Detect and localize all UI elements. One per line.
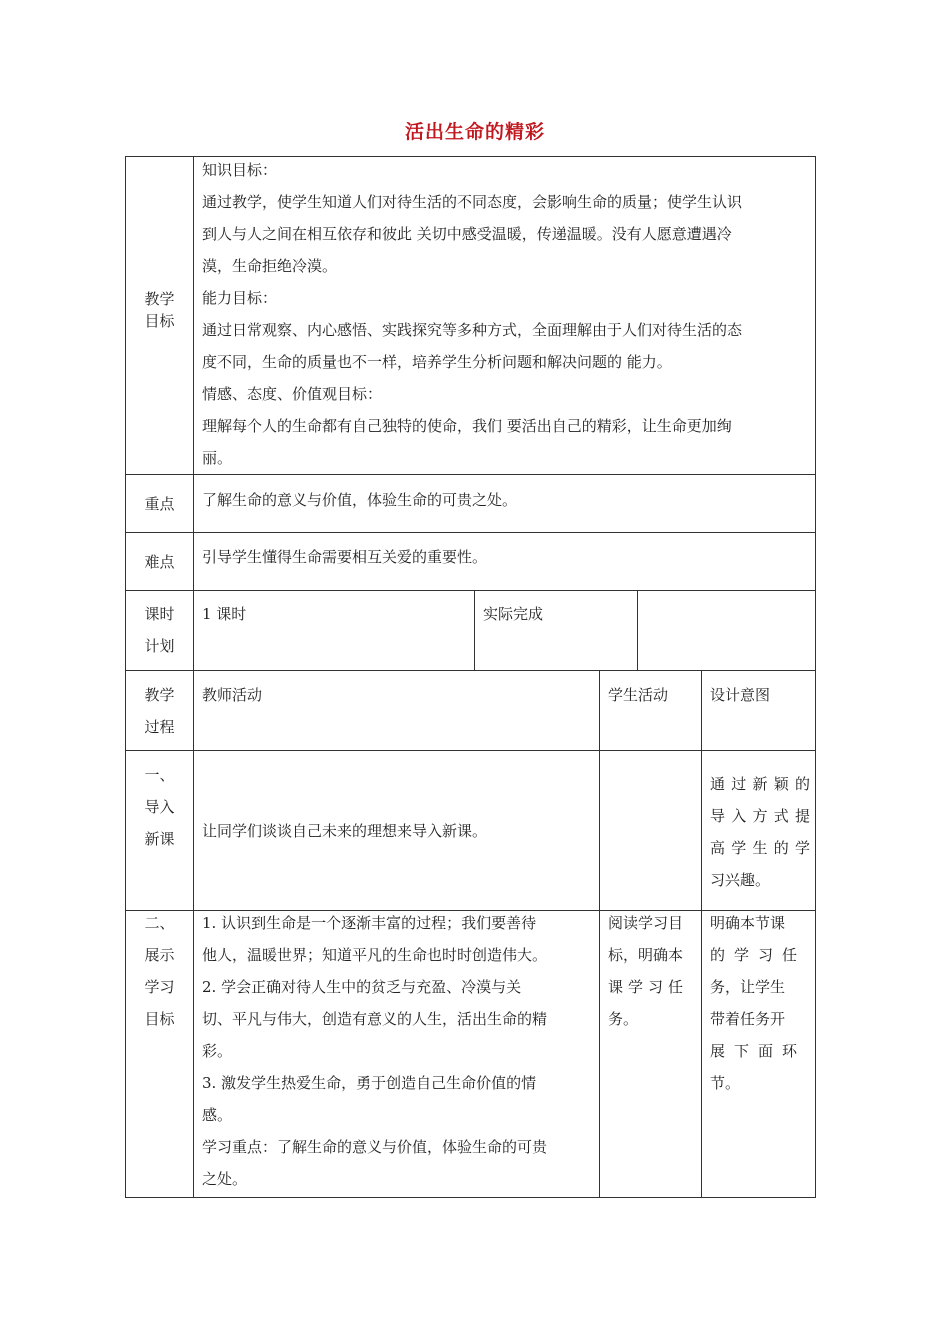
table-rule xyxy=(815,156,816,1198)
student-activity-header: 学生活动 xyxy=(608,686,669,704)
table-rule xyxy=(193,156,194,1198)
table-rule xyxy=(637,590,638,670)
step-teacher-activity: 让同学们谈谈自己未来的理想来导入新课。 xyxy=(202,822,488,840)
ability-line: 度不同，生命的质量也不一样，培养学生分析问题和解决问题的 能力。 xyxy=(202,353,672,371)
step-teacher-activity: 1. 认识到生命是一个逐渐丰富的过程；我们要善待 他人，温暖世界；知道平凡的生命也时时创造伟大。 2. 学会正确对待人生中的贫乏与充盈、冷漠与关 切、平凡与伟大，创造有意义的人生，活出生命的精 彩。 3. 激发学生热爱生命，勇于创造自己生命价值的情 感。 学习重点：了解生命的意义与价值，体验生命的可贵 之处。 xyxy=(202,914,548,1188)
step-design-intent: 通过新颖的 导入方式提 高学生的学 习兴趣。 xyxy=(710,775,810,889)
table-rule xyxy=(125,474,816,475)
table-rule xyxy=(125,1197,816,1198)
emotion-line: 丽。 xyxy=(202,449,233,467)
objectives-label: 教学 目标 xyxy=(144,290,175,330)
objectives-content xyxy=(202,154,812,474)
table-rule xyxy=(599,670,600,1198)
process-label: 教学 过程 xyxy=(144,686,175,736)
knowledge-line: 到人与人之间在相互依存和彼此 关切中感受温暖，传递温暖。没有人愿意遭遇冷 xyxy=(202,225,732,243)
table-rule xyxy=(125,670,816,671)
table-rule xyxy=(125,590,816,591)
schedule-hours: 1 课时 xyxy=(202,605,247,623)
step-design-intent: 明确本节课 的学习任 务，让学生 带着任务开 展下面环 节。 xyxy=(710,914,807,1092)
schedule-actual-label: 实际完成 xyxy=(483,605,544,623)
key-point-text: 了解生命的意义与价值，体验生命的可贵之处。 xyxy=(202,491,518,509)
ability-line: 通过日常观察、内心感悟、实践探究等多种方式，全面理解由于人们对待生活的态 xyxy=(202,321,743,339)
teacher-activity-header: 教师活动 xyxy=(202,686,263,704)
key-point-label: 重点 xyxy=(144,495,175,513)
knowledge-heading: 知识目标： xyxy=(202,161,278,179)
table-rule xyxy=(474,590,475,670)
design-intent-header: 设计意图 xyxy=(710,686,771,704)
step-label: 一、 导入 新课 xyxy=(144,766,175,848)
table-rule xyxy=(125,532,816,533)
table-rule xyxy=(125,750,816,751)
step-student-activity: 阅读学习目 标，明确本 课学习任 务。 xyxy=(608,914,689,1028)
emotion-heading: 情感、态度、价值观目标： xyxy=(202,385,383,403)
difficulty-text: 引导学生懂得生命需要相互关爱的重要性。 xyxy=(202,548,488,566)
knowledge-line: 漠，生命拒绝冷漠。 xyxy=(202,257,338,275)
document-title: 活出生命的精彩 xyxy=(404,121,545,143)
ability-heading: 能力目标： xyxy=(202,289,278,307)
knowledge-line: 通过教学，使学生知道人们对待生活的不同态度，会影响生命的质量；使学生认识 xyxy=(202,193,743,211)
schedule-label: 课时 计划 xyxy=(144,605,175,655)
difficulty-label: 难点 xyxy=(144,553,175,571)
table-rule xyxy=(701,670,702,1198)
step-label: 二、 展示 学习 目标 xyxy=(144,914,175,1028)
emotion-line: 理解每个人的生命都有自己独特的使命，我们 要活出自己的精彩，让生命更加绚 xyxy=(202,417,732,435)
